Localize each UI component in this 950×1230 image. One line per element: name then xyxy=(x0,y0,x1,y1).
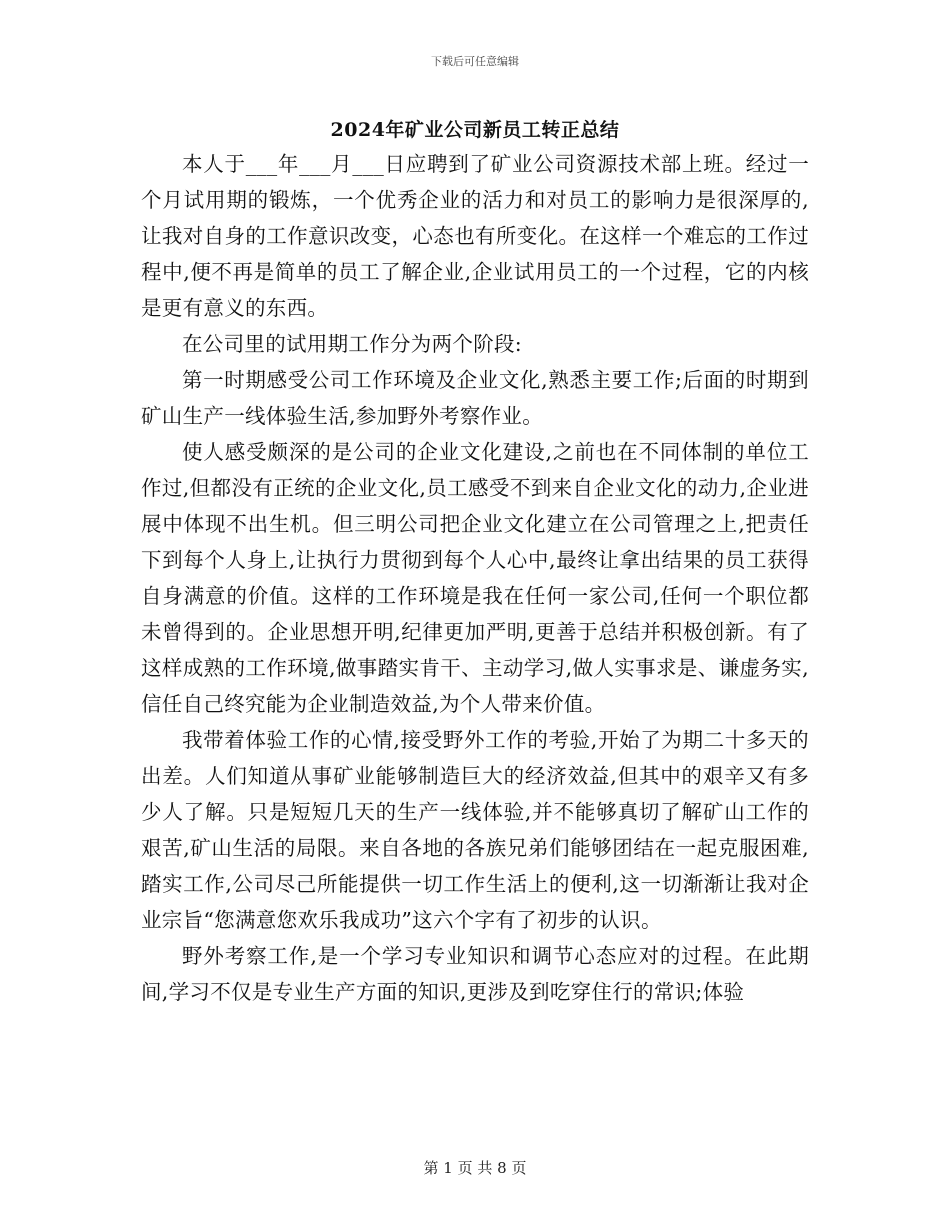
paragraph-stage-one: 第一时期感受公司工作环境及企业文化,熟悉主要工作;后面的时期到矿山生产一线体验生活,参加野外考察作业。 xyxy=(141,368,809,428)
paragraph-culture: 使人感受颇深的是公司的企业文化建设,之前也在不同体制的单位工作过,但都没有正统的企业文化,员工感受不到来自企业文化的动力,企业进展中体现不出生机。但三明公司把企业文化建立在公司管理之上,把责任下到每个人身上,让执行力贯彻到每个人心中,最终让拿出结果的员工获得自身满意的价值。这样的工作环境是我在任何一家公司,任何一个职位都未曾得到的。企业思想开明,纪律更加严明,更善于总结并积极创新。有了这样成熟的工作环境,做事踏实肯干、主动学习,做人实事求是、谦虚务实,信任自己终究能为企业制造效益,为个人带来价值。 xyxy=(141,440,809,716)
paragraph-stages: 在公司里的试用期工作分为两个阶段: xyxy=(182,332,523,356)
page-number: 第 1 页 共 8 页 xyxy=(423,1159,527,1177)
paragraph-intro: 本人于___年___月___日应聘到了矿业公司资源技术部上班。经过一个月试用期的锻炼，一个优秀企业的活力和对员工的影响力是很深厚的,让我对自身的工作意识改变，心态也有所变化。在这样一个难忘的工作过程中,便不再是简单的员工了解企业,企业试用员工的一个过程，它的内核是更有意义的东西。 xyxy=(141,152,809,320)
paragraph-field-trip: 我带着体验工作的心情,接受野外工作的考验,开始了为期二十多天的出差。人们知道从事矿业能够制造巨大的经济效益,但其中的艰辛又有多少人了解。只是短短几天的生产一线体验,并不能够真切了解矿山工作的艰苦,矿山生活的局限。来自各地的各族兄弟们能够团结在一起克服困难,踏实工作,公司尽己所能提供一切工作生活上的便利,这一切渐渐让我对企业宗旨“您满意您欢乐我成功”这六个字有了初步的认识。 xyxy=(141,728,809,932)
paragraph-field-study: 野外考察工作,是一个学习专业知识和调节心态应对的过程。在此期间,学习不仅是专业生产方面的知识,更涉及到吃穿住行的常识;体验 xyxy=(141,944,809,1004)
page-header-note: 下载后可任意编辑 xyxy=(431,55,519,68)
document-body xyxy=(141,146,809,1010)
document-title: 2024年矿业公司新员工转正总结 xyxy=(330,119,620,141)
